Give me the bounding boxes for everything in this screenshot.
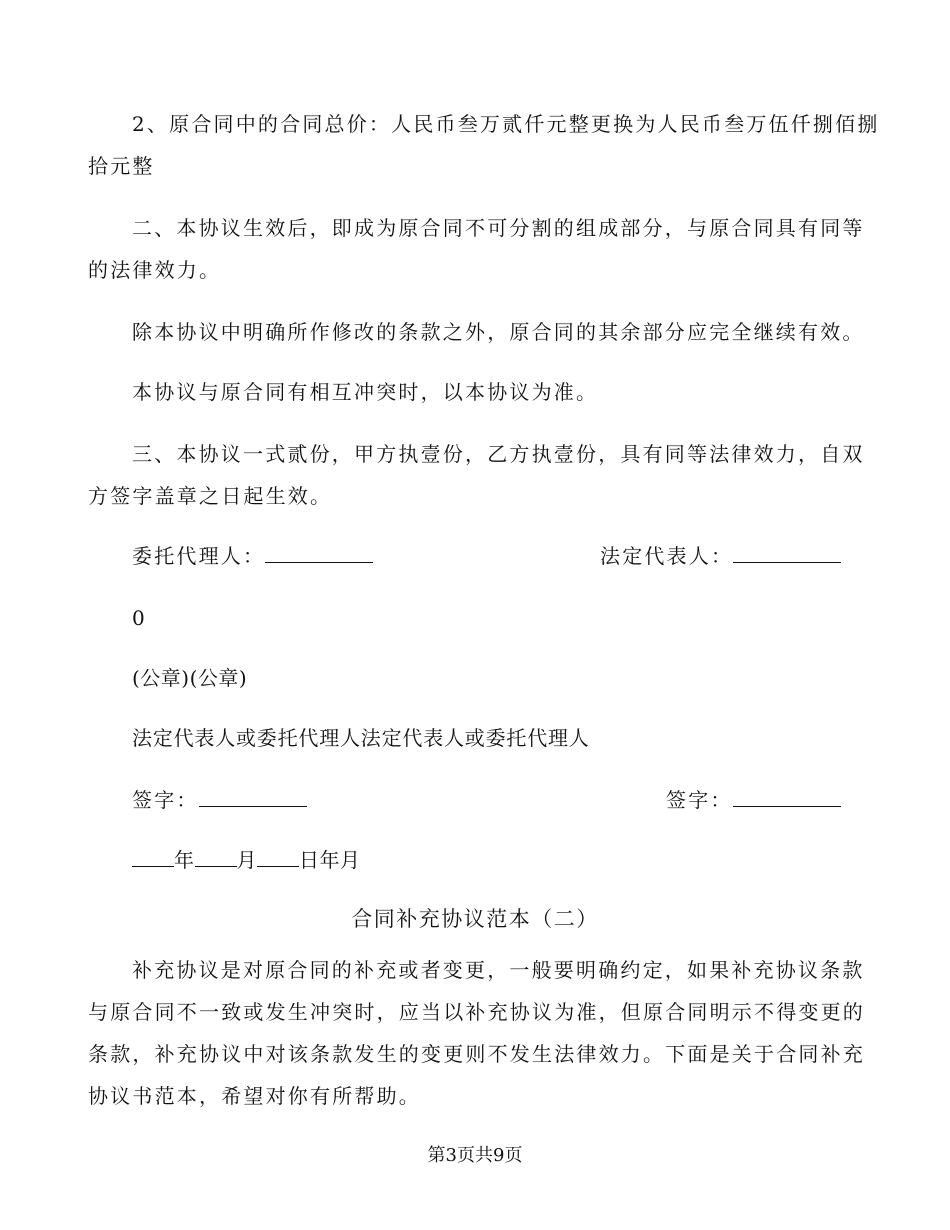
- effect-clause-line-2: 的法律效力。: [88, 258, 222, 282]
- month-blank: [195, 846, 237, 867]
- sign-blank-left: [199, 786, 307, 807]
- year-blank: [132, 846, 174, 867]
- month-label: 月: [236, 848, 257, 872]
- sign-blank-right: [733, 786, 841, 807]
- sign-label-right: 签字：: [666, 788, 733, 812]
- sign-row-right: [666, 786, 841, 814]
- date-row: [132, 846, 361, 874]
- legal-rep-blank-line: [733, 542, 841, 563]
- legal-rep-signature-row: [600, 542, 841, 570]
- conflict-paragraph: 本协议与原合同有相互冲突时，以本协议为准。: [132, 380, 599, 404]
- day-label: 日年月: [299, 848, 361, 872]
- intro-line-1: 补充协议是对原合同的补充或者变更，一般要明确约定，如果补充协议条款: [132, 958, 865, 982]
- intro-line-4: 协议书范本，希望对你有所帮助。: [88, 1084, 421, 1108]
- sign-row-left: [132, 786, 307, 814]
- agent-signature-row: [132, 542, 373, 570]
- day-blank: [257, 846, 299, 867]
- seal-placeholders: (公章)(公章): [132, 666, 248, 690]
- year-label: 年: [174, 848, 195, 872]
- sign-label-left: 签字：: [132, 788, 199, 812]
- legal-rep-label: 法定代表人：: [600, 544, 734, 568]
- intro-line-3: 条款，补充协议中对该条款发生的变更则不发生法律效力。下面是关于合同补充: [88, 1042, 865, 1066]
- agent-label: 委托代理人：: [132, 544, 266, 568]
- price-change-line-2: 拾元整: [88, 154, 155, 178]
- agent-blank-line: [265, 542, 373, 563]
- zero-text: 0: [132, 606, 147, 630]
- price-change-line-1: 2、原合同中的合同总价：人民币叁万贰仟元整更换为人民币叁万伍仟捌佰捌: [132, 112, 880, 136]
- copies-clause-line-1: 三、本协议一式贰份，甲方执壹份，乙方执壹份，具有同等法律效力，自双: [132, 442, 865, 466]
- rep-or-agent-line: 法定代表人或委托代理人法定代表人或委托代理人: [132, 726, 590, 750]
- remaining-valid-paragraph: 除本协议中明确所作修改的条款之外，原合同的其余部分应完全继续有效。: [132, 320, 865, 344]
- effect-clause-line-1: 二、本协议生效后，即成为原合同不可分割的组成部分，与原合同具有同等: [132, 216, 865, 240]
- copies-clause-line-2: 方签字盖章之日起生效。: [88, 484, 333, 508]
- page-number: 第3页共9页: [427, 1145, 523, 1166]
- section-title: 合同补充协议范本（二）: [351, 907, 599, 931]
- intro-line-2: 与原合同不一致或发生冲突时，应当以补充协议为准，但原合同明示不得变更的: [88, 1000, 865, 1024]
